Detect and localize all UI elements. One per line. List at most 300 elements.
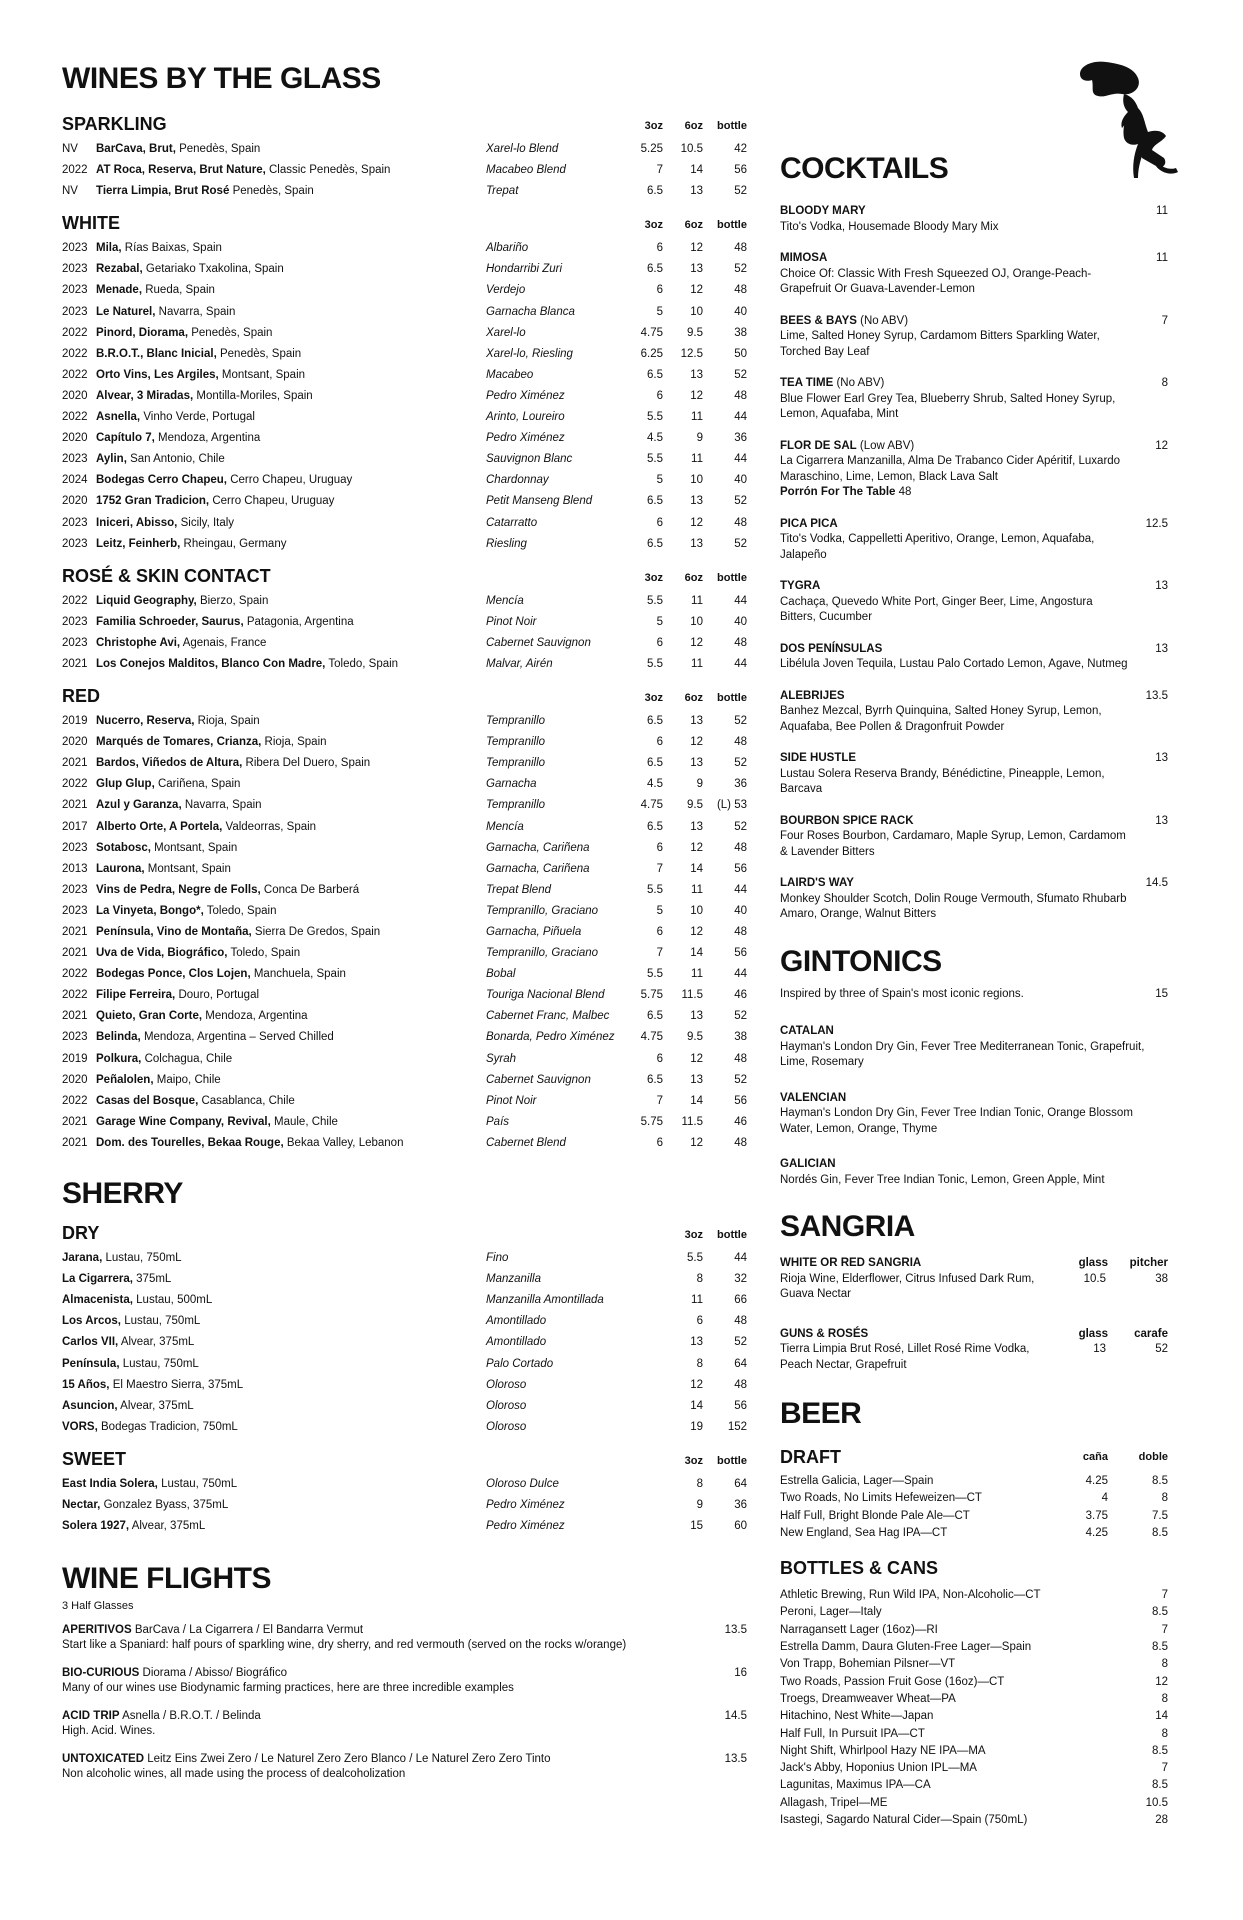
beer-price-doble: 8.5 <box>1152 1475 1168 1487</box>
wine-grape: Bonarda, Pedro Ximénez <box>486 1031 615 1044</box>
beer-name: Troegs, Dreamweaver Wheat—PA <box>780 1692 956 1705</box>
wine-vintage: 2023 <box>62 615 88 628</box>
wine-price-3oz: 5 <box>656 474 663 487</box>
beer-price: 10.5 <box>1145 1796 1168 1809</box>
draft-header-doble: doble <box>1138 1451 1168 1463</box>
sherry-name-cell <box>62 1273 171 1285</box>
wine-row <box>62 944 747 965</box>
sherry-style: Oloroso Dulce <box>486 1477 559 1490</box>
sherry-name-cell <box>62 1315 200 1327</box>
wine-price-3oz: 6 <box>656 636 663 649</box>
cocktail-description: Banhez Mezcal, Byrrh Quinquina, Salted Honey Syrup, Lemon, Aquafaba, Bee Pollen & Dragonfruit Powder <box>780 705 1102 733</box>
wine-row <box>62 965 747 986</box>
wine-grape: Tempranillo <box>486 736 546 749</box>
wine-grape: Pedro Ximénez <box>486 389 565 402</box>
bottles-title: BOTTLES & CANS <box>780 1558 939 1579</box>
bottle-row <box>780 1797 1168 1814</box>
sherry-row <box>62 1355 747 1376</box>
wine-price-bottle: 48 <box>734 926 747 938</box>
wine-section-title: ROSÉ & SKIN CONTACT <box>62 565 271 586</box>
column-header: bottle <box>717 692 747 705</box>
sherry-name: La Cigarrera, <box>62 1273 133 1286</box>
wine-name: Leitz, Feinherb, <box>96 537 181 550</box>
wine-row <box>62 592 747 613</box>
sangria-item <box>780 1256 1168 1303</box>
wine-row <box>62 839 747 860</box>
wine-price-6oz: 12 <box>690 841 703 854</box>
cocktail-description: Lustau Solera Reserva Brandy, Bénédictine, Pineapple, Lemon, Barcava <box>780 767 1105 795</box>
wine-name: Los Conejos Malditos, Blanco Con Madre, <box>96 657 326 670</box>
beer-name: Two Roads, Passion Fruit Gose (16oz)—CT <box>780 1675 1005 1688</box>
wine-name-cell <box>96 884 359 896</box>
wine-price-bottle: 52 <box>734 263 747 276</box>
wine-price-bottle: 44 <box>734 411 747 424</box>
wine-name: BarCava, Brut, <box>96 143 176 155</box>
cocktail-extra-label: Porrón For The Table <box>780 486 896 498</box>
cocktail-item <box>780 376 1168 423</box>
wine-row <box>62 492 747 513</box>
wine-price-6oz: 12 <box>690 284 703 297</box>
wine-grape: Arinto, Loureiro <box>486 411 565 424</box>
wine-name: Dom. des Tourelles, Bekaa Rouge, <box>96 1136 284 1149</box>
beer-price-cana: 4 <box>1101 1492 1108 1505</box>
wine-grape: Sauvignon Blanc <box>486 453 573 466</box>
wine-price-6oz: 12.5 <box>680 347 703 360</box>
sherry-row <box>62 1312 747 1333</box>
wine-vintage: NV <box>62 185 78 198</box>
wine-region: Sierra De Gredos, Spain <box>254 926 381 938</box>
cocktail-item <box>780 751 1168 798</box>
wine-price-bottle: 48 <box>734 284 747 297</box>
wine-price-bottle: 38 <box>734 326 747 339</box>
wine-grape: Pinot Noir <box>486 1094 537 1107</box>
beer-name: Night Shift, Whirlpool Hazy NE IPA—MA <box>780 1744 986 1757</box>
cocktail-name-line <box>780 517 1168 533</box>
wine-name: Uva de Vida, Biográfico, <box>96 947 228 960</box>
wine-price-6oz: 12 <box>690 636 703 649</box>
wine-price-6oz: 12 <box>690 1136 703 1149</box>
wine-vintage: NV <box>62 143 78 155</box>
wine-price-6oz: 13 <box>690 368 703 381</box>
wine-name: Orto Vins, Les Argiles, <box>96 368 219 381</box>
beer-price-doble: 8 <box>1161 1492 1168 1505</box>
wine-section <box>62 114 747 203</box>
wine-price-3oz: 6 <box>656 736 663 749</box>
sherry-name-cell <box>62 1294 212 1306</box>
wine-vintage: 2020 <box>62 389 88 402</box>
wine-name-cell <box>96 1137 403 1149</box>
wine-row <box>62 239 747 260</box>
wine-price-bottle: 52 <box>734 715 747 728</box>
wine-grape: Bobal <box>486 968 516 981</box>
sherry-price-bottle: 60 <box>734 1520 747 1533</box>
wine-region: Douro, Portugal <box>178 989 260 1002</box>
sangria-name: WHITE OR RED SANGRIA <box>780 1257 922 1269</box>
sherry-style: Manzanilla <box>486 1273 541 1286</box>
wine-section-header <box>62 686 747 712</box>
sherry-name: 15 Años, <box>62 1378 110 1391</box>
wine-vintage: 2013 <box>62 862 88 875</box>
wine-price-3oz: 5.5 <box>647 968 663 981</box>
wine-name-cell <box>96 1010 308 1022</box>
wine-region: Maule, Chile <box>274 1115 338 1128</box>
right-column <box>780 154 1168 1831</box>
column-header: 6oz <box>684 571 703 584</box>
wine-price-bottle: 48 <box>734 516 747 529</box>
wine-name-cell <box>96 263 284 275</box>
flight-name: BIO-CURIOUS <box>62 1667 140 1680</box>
wine-price-3oz: 4.5 <box>647 432 663 445</box>
wine-grape: Riesling <box>486 537 527 550</box>
sherry-name-cell <box>62 1358 199 1370</box>
wine-price-3oz: 7 <box>656 1094 663 1107</box>
sherry-name-cell <box>62 1400 194 1412</box>
sherry-price-bottle: 44 <box>734 1252 747 1265</box>
wine-price-3oz: 6 <box>656 1136 663 1149</box>
wine-row <box>62 655 747 676</box>
wine-name-cell <box>96 474 352 486</box>
sherry-detail: Alvear, 375mL <box>120 1399 194 1412</box>
cocktail-item <box>780 314 1168 361</box>
sherry-section-header <box>62 1223 747 1249</box>
sherry-price-3oz: 8 <box>696 1477 703 1490</box>
wine-name: Tierra Limpia, Brut Rosé <box>96 185 230 198</box>
cocktail-name-line <box>780 876 1168 892</box>
wine-price-bottle: 44 <box>734 657 747 670</box>
wine-name: Iniceri, Abisso, <box>96 516 178 529</box>
wine-vintage: 2020 <box>62 1073 88 1086</box>
sherry-price-3oz: 8 <box>696 1357 703 1370</box>
column-header: 6oz <box>684 692 703 705</box>
flight-line <box>62 1753 747 1765</box>
wine-name-cell <box>96 348 301 360</box>
wine-region: Agenais, France <box>182 636 267 649</box>
wine-region: Toledo, Spain <box>328 657 399 670</box>
sherry-price-3oz: 6 <box>696 1315 703 1328</box>
wine-price-6oz: 14 <box>690 947 703 960</box>
beer-name: Half Full, Bright Blonde Pale Ale—CT <box>780 1509 970 1522</box>
wine-vintage: 2022 <box>62 968 88 981</box>
beer-name: Narragansett Lager (16oz)—RI <box>780 1623 938 1636</box>
cocktail-name-line <box>780 689 1168 705</box>
wine-price-bottle: 44 <box>734 883 747 896</box>
wine-price-bottle: 40 <box>734 305 747 318</box>
cocktail-description: Lime, Salted Honey Syrup, Cardamom Bitters Sparkling Water, Torched Bay Leaf <box>780 330 1100 358</box>
sherry-price-3oz: 13 <box>690 1336 703 1349</box>
wine-name: Vins de Pedra, Negre de Folls, <box>96 883 261 896</box>
wine-price-bottle: 56 <box>734 1094 747 1107</box>
wine-region: Valdeorras, Spain <box>225 820 317 833</box>
wine-price-6oz: 12 <box>690 926 703 938</box>
wine-region: Toledo, Spain <box>230 947 301 960</box>
wine-name: Bardos, Viñedos de Altura, <box>96 757 243 770</box>
cocktail-description: Monkey Shoulder Scotch, Dolin Rouge Vermouth, Sfumato Rhubarb Amaro, Orange, Walnut Bitters <box>780 892 1127 920</box>
wine-region: Colchagua, Chile <box>144 1052 233 1065</box>
wine-section-title: SPARKLING <box>62 114 167 134</box>
wine-grape: Tempranillo <box>486 757 546 770</box>
sherry-name-cell <box>62 1499 228 1511</box>
cocktail-description: Libélula Joven Tequila, Lustau Palo Cortado Lemon, Agave, Nutmeg <box>780 658 1128 670</box>
wine-name: Filipe Ferreira, <box>96 989 176 1002</box>
wine-grape: Macabeo <box>486 368 534 381</box>
wine-name-cell <box>96 595 268 607</box>
wine-price-3oz: 4.75 <box>640 326 663 339</box>
wine-price-bottle: 36 <box>734 778 747 791</box>
sherry-title: SHERRY <box>62 1177 183 1211</box>
beer-title: BEER <box>780 1397 862 1430</box>
wine-name-cell <box>96 306 235 318</box>
sherry-row <box>62 1517 747 1538</box>
wine-name: Sotabosc, <box>96 841 151 854</box>
wine-price-3oz: 6.5 <box>647 820 663 833</box>
cocktail-tag: (No ABV) <box>836 377 885 389</box>
wine-vintage: 2023 <box>62 516 88 529</box>
wine-price-6oz: 11 <box>691 453 703 466</box>
wine-grape: Tempranillo, Graciano <box>486 904 599 917</box>
sherry-name-cell <box>62 1379 243 1391</box>
sherry-style: Fino <box>486 1252 509 1265</box>
wine-name-cell <box>96 185 314 197</box>
wine-vintage: 2022 <box>62 778 88 791</box>
flight-name: APERITIVOS <box>62 1624 132 1637</box>
wine-price-6oz: 9.5 <box>687 799 703 812</box>
wine-grape: Malvar, Airén <box>486 657 553 670</box>
wine-row <box>62 923 747 944</box>
wine-name: Christophe Avi, <box>96 636 181 649</box>
sherry-style: Oloroso <box>486 1399 527 1412</box>
cocktails-list <box>780 204 1168 923</box>
gintonic-name: GALICIAN <box>780 1158 836 1170</box>
wine-region: Montilla-Moriles, Spain <box>196 389 313 402</box>
wine-name: B.R.O.T., Blanc Inicial, <box>96 347 217 360</box>
wine-row <box>62 613 747 634</box>
wine-vintage: 2023 <box>62 284 88 297</box>
wine-section <box>62 213 747 555</box>
wine-grape: Pedro Ximénez <box>486 432 565 445</box>
column-header: bottle <box>717 1454 747 1467</box>
wine-name-cell <box>96 842 237 854</box>
gintonics-intro-row <box>780 987 1168 1003</box>
column-header: 3oz <box>644 120 663 132</box>
wine-price-bottle: 52 <box>734 1073 747 1086</box>
wine-price-bottle: 48 <box>734 736 747 749</box>
wine-vintage: 2020 <box>62 495 88 508</box>
wine-vintage: 2023 <box>62 453 88 466</box>
wine-name: Alberto Orte, A Portela, <box>96 820 223 833</box>
wine-name: Le Naturel, <box>96 305 156 318</box>
wine-price-3oz: 6 <box>656 1052 663 1065</box>
cocktail-price: 11 <box>1156 252 1168 264</box>
sangria-description: Rioja Wine, Elderflower, Citrus Infused Dark Rum, Guava Nectar <box>780 1272 1035 1300</box>
flight-item <box>62 1710 747 1737</box>
wine-name-cell <box>96 453 225 465</box>
wine-row <box>62 535 747 556</box>
wine-name: Nucerro, Reserva, <box>96 715 195 728</box>
wine-grape: Petit Manseng Blend <box>486 495 593 508</box>
beer-price-cana: 3.75 <box>1085 1509 1108 1522</box>
wine-grape: Pinot Noir <box>486 615 537 628</box>
sherry-price-3oz: 11 <box>691 1294 703 1307</box>
wine-name: Quieto, Gran Corte, <box>96 1010 203 1023</box>
wine-region: Montsant, Spain <box>221 368 306 381</box>
wine-name-cell <box>96 1053 232 1065</box>
sherry-price-bottle: 152 <box>727 1420 747 1433</box>
wine-row <box>62 796 747 817</box>
wine-region: Sicily, Italy <box>180 516 235 529</box>
wine-price-bottle: 42 <box>734 143 747 155</box>
wine-row <box>62 1113 747 1134</box>
wine-name: Menade, <box>96 284 143 297</box>
wine-row <box>62 986 747 1007</box>
bottle-row <box>780 1779 1168 1796</box>
cocktail-name-line <box>780 642 1168 658</box>
flight-wines: Leitz Eins Zwei Zero / Le Naturel Zero Zero Blanco / Le Naturel Zero Zero Tinto <box>147 1753 551 1766</box>
flight-description: Start like a Spaniard: half pours of sparkling wine, dry sherry, and red vermouth (served on the rocks w/orange) <box>62 1639 627 1652</box>
wine-row <box>62 818 747 839</box>
gintonic-description: Hayman's London Dry Gin, Fever Tree Mediterranean Tonic, Grapefruit, Lime, Rosemary <box>780 1040 1145 1068</box>
beer-price-doble: 7.5 <box>1152 1509 1168 1522</box>
wine-region: Mendoza, Argentina <box>205 1010 308 1023</box>
wine-price-6oz: 11 <box>691 594 703 607</box>
wine-vintage: 2023 <box>62 263 88 276</box>
cocktail-name: PICA PICA <box>780 517 838 530</box>
wine-price-6oz: 10.5 <box>680 143 703 155</box>
wine-vintage: 2021 <box>62 757 88 770</box>
wine-grape: Cabernet Blend <box>486 1136 566 1149</box>
wine-vintage: 2020 <box>62 736 88 749</box>
sherry-name-cell <box>62 1478 237 1490</box>
flight-price: 14.5 <box>724 1710 747 1723</box>
wine-name-cell <box>96 968 346 980</box>
gintonic-item <box>780 1091 1168 1138</box>
wine-row <box>62 1028 747 1049</box>
wine-name-cell <box>96 327 272 339</box>
wine-price-bottle: 56 <box>734 947 747 960</box>
cocktail-price: 13 <box>1155 752 1168 764</box>
wine-grape: Xarel-lo, Riesling <box>486 347 573 360</box>
wine-price-3oz: 6.25 <box>640 347 663 360</box>
wine-price-6oz: 9 <box>696 432 703 445</box>
wine-price-6oz: 10 <box>690 615 703 628</box>
beer-name: New England, Sea Hag IPA—CT <box>780 1526 948 1539</box>
sangria-header-2: carafe <box>1134 1327 1168 1340</box>
wine-price-bottle: 46 <box>734 1115 747 1128</box>
wine-price-6oz: 9.5 <box>687 326 703 339</box>
wine-region: Cerro Chapeu, Uruguay <box>212 495 335 508</box>
gintonics-intro: Inspired by three of Spain's most iconic regions. <box>780 987 1024 1000</box>
wine-price-bottle: 48 <box>734 1136 747 1149</box>
wine-row <box>62 1134 747 1155</box>
sherry-row <box>62 1270 747 1291</box>
wine-name-cell <box>96 715 260 727</box>
wine-name: Liquid Geography, <box>96 594 197 607</box>
draft-title: DRAFT <box>780 1447 841 1467</box>
wine-price-3oz: 5.5 <box>647 411 663 424</box>
wine-price-6oz: 11 <box>691 968 703 981</box>
wine-region: San Antonio, Chile <box>130 453 225 466</box>
wine-name-cell <box>96 432 260 444</box>
wine-name: Asnella, <box>96 411 141 424</box>
wine-region: Cerro Chapeu, Uruguay <box>230 474 353 487</box>
gintonic-item <box>780 1157 1168 1188</box>
wine-row <box>62 387 747 408</box>
wine-price-6oz: 13 <box>690 185 703 198</box>
wine-name: Rezabal, <box>96 263 143 276</box>
wine-region: Mendoza, Argentina – Served Chilled <box>143 1031 334 1044</box>
cocktail-name: TEA TIME <box>780 377 834 389</box>
wine-region: Patagonia, Argentina <box>246 615 354 628</box>
wine-row <box>62 366 747 387</box>
wine-sections <box>62 114 747 1155</box>
wine-price-3oz: 5.5 <box>647 883 663 896</box>
cocktail-name: MIMOSA <box>780 252 828 264</box>
wine-price-6oz: 13 <box>690 757 703 770</box>
wine-price-bottle: 56 <box>734 862 747 875</box>
draft-row <box>780 1510 1168 1527</box>
sherry-row <box>62 1376 747 1397</box>
wine-price-6oz: 12 <box>690 389 703 402</box>
wine-name-cell <box>96 517 234 529</box>
wine-price-3oz: 6 <box>656 242 663 255</box>
wine-vintage: 2022 <box>62 1094 88 1107</box>
wine-price-6oz: 11 <box>691 657 703 670</box>
cocktail-name: LAIRD'S WAY <box>780 877 854 889</box>
sherry-price-bottle: 64 <box>734 1477 747 1490</box>
flight-price: 13.5 <box>724 1624 747 1637</box>
sherry-price-bottle: 48 <box>734 1315 747 1328</box>
wine-price-6oz: 9 <box>696 778 703 791</box>
beer-name: Half Full, In Pursuit IPA—CT <box>780 1727 925 1740</box>
wine-price-3oz: 5 <box>656 615 663 628</box>
wine-row <box>62 712 747 733</box>
sherry-style: Pedro Ximénez <box>486 1498 565 1511</box>
sherry-section <box>62 1223 747 1439</box>
wine-price-6oz: 13 <box>690 495 703 508</box>
wine-row <box>62 161 747 182</box>
wine-grape: Hondarribi Zuri <box>486 263 563 276</box>
wine-grape: Touriga Nacional Blend <box>486 989 605 1002</box>
flight-item <box>62 1753 747 1780</box>
flights-list <box>62 1624 747 1780</box>
wine-price-3oz: 6 <box>656 516 663 529</box>
wine-region: Rioja, Spain <box>197 715 260 728</box>
beer-price: 8.5 <box>1152 1744 1168 1757</box>
sherry-name: Nectar, <box>62 1498 101 1511</box>
wine-grape: Trepat <box>486 185 519 198</box>
wine-flights-subtitle: 3 Half Glasses <box>62 1600 134 1613</box>
sherry-row <box>62 1249 747 1270</box>
beer-price: 8.5 <box>1152 1641 1168 1654</box>
wine-name: Garage Wine Company, Revival, <box>96 1115 271 1128</box>
wine-region: Penedès, Spain <box>191 326 273 339</box>
wine-section <box>62 566 747 676</box>
gintonic-description: Nordés Gin, Fever Tree Indian Tonic, Lemon, Green Apple, Mint <box>780 1173 1105 1186</box>
column-header: 3oz <box>644 219 663 232</box>
sherry-style: Manzanilla Amontillada <box>486 1294 604 1307</box>
wine-grape: Tempranillo <box>486 715 546 728</box>
wine-row <box>62 182 747 203</box>
cocktail-price: 8 <box>1161 377 1168 389</box>
wine-price-3oz: 4.75 <box>640 799 663 812</box>
cocktail-description: Tito's Vodka, Cappelletti Aperitivo, Orange, Lemon, Aquafaba, Jalapeño <box>780 533 1095 561</box>
flight-item <box>62 1624 747 1651</box>
flight-description: Many of our wines use Biodynamic farming practices, here are three incredible examples <box>62 1682 514 1695</box>
wine-price-3oz: 6 <box>656 926 663 938</box>
wine-vintage: 2024 <box>62 474 88 487</box>
sangria-price-2: 52 <box>1155 1343 1168 1355</box>
wine-row <box>62 634 747 655</box>
wine-name: Polkura, <box>96 1052 142 1065</box>
